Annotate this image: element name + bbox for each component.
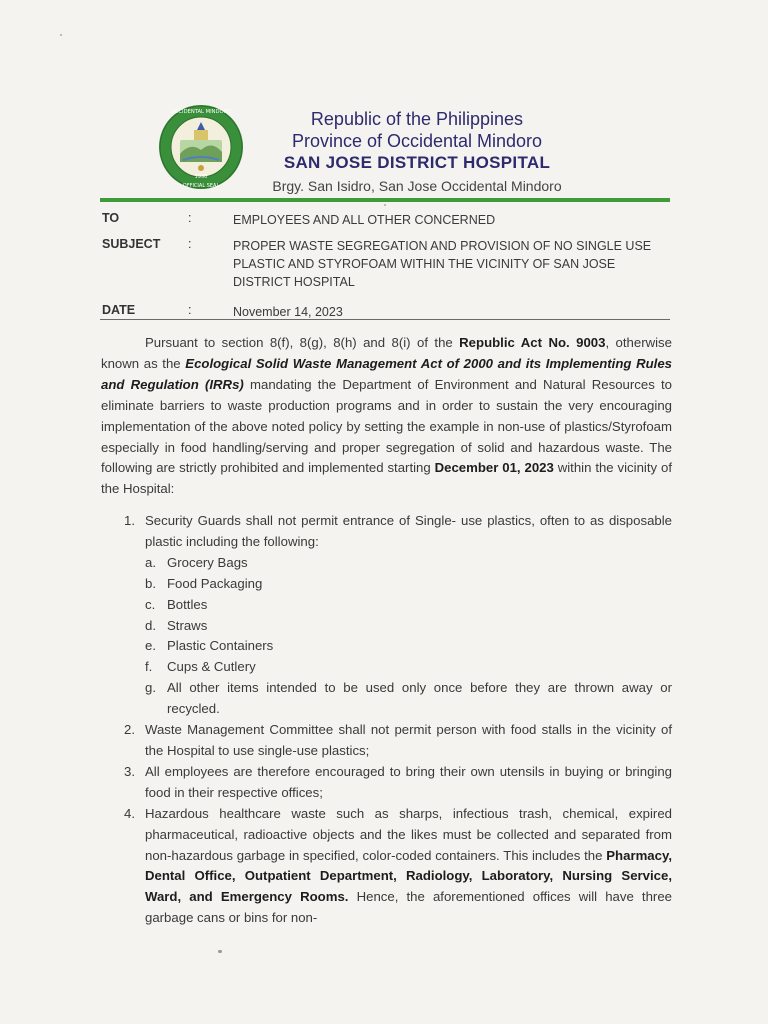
sub-list-item [145, 678, 672, 720]
body-emphasis: December 01, 2023 [434, 460, 554, 476]
official-seal-logo [158, 104, 244, 190]
sub-list-letter: e. [145, 638, 156, 654]
letterhead-hospital-name: SAN JOSE DISTRICT HOSPITAL [283, 153, 551, 172]
sub-list-item [145, 595, 672, 616]
sub-list-text: Grocery Bags [167, 554, 248, 570]
sub-list-item [145, 657, 672, 678]
sub-list-text: Straws [167, 617, 208, 633]
list-item [124, 511, 672, 720]
svg-text:OCCIDENTAL MINDORO: OCCIDENTAL MINDORO [170, 109, 232, 115]
list-item-text: Hazardous healthcare waste such as sharps, infectious trash, chemical, expired pharmaceutical, radioactive objects and the likes must be collected and separated from non-hazardous garbage in specified, color-coded containers. This includes the [145, 805, 672, 863]
sub-list-text: Food Packaging [167, 575, 263, 591]
body-text: Pursuant to section 8(f), 8(g), 8(h) and 8(i) of the [145, 335, 460, 350]
list-item-text: All employees are therefore encouraged to bring their own utensils in buying or bringing food in their respective offices; [145, 763, 672, 800]
sub-list-letter: b. [145, 575, 156, 591]
letterhead-province: Province of Occidental Mindoro [291, 131, 543, 151]
body-emphasis: Ecological Solid Waste Management Act of 2000 and its Implementing Rules and Regulation (IRRs) [101, 355, 672, 392]
sub-list-item [145, 636, 672, 657]
list-item [124, 762, 672, 804]
sub-list-text: Plastic Containers [167, 638, 274, 654]
body-text: , otherwise known as the [101, 335, 672, 371]
list-item [124, 804, 672, 929]
memo-to-value: EMPLOYEES AND ALL OTHER CONCERNED [233, 213, 496, 227]
memo-subject-value: PROPER WASTE SEGREGATION AND PROVISION OF NO SINGLE USE PLASTIC AND STYROFOAM WITHIN THE VICINITY OF SAN JOSE DISTRICT HOSPITAL [233, 239, 652, 289]
letterhead-divider [100, 198, 670, 202]
memo-colon: : [188, 211, 192, 225]
list-item-number: 2. [124, 722, 135, 738]
memo-header-divider [100, 319, 670, 320]
sub-list [145, 553, 672, 720]
sub-list-letter: d. [145, 617, 156, 633]
sub-list-letter: f. [145, 659, 153, 675]
sub-list-text: All other items intended to be used only once before they are thrown away or recycled. [167, 680, 672, 717]
list-item-number: 3. [124, 763, 135, 779]
body-paragraph [101, 333, 672, 500]
letterhead-address: Brgy. San Isidro, San Jose Occidental Mindoro [272, 178, 562, 194]
scan-speck [60, 34, 62, 36]
memo-subject-label: SUBJECT [102, 237, 161, 251]
memo-date-value: November 14, 2023 [233, 305, 343, 319]
memo-date-label: DATE [102, 303, 136, 317]
memo-colon: : [188, 237, 192, 251]
sub-list-item [145, 616, 672, 637]
body-text: within the vicinity of the Hospital: [101, 460, 672, 497]
sub-list-letter: c. [145, 596, 156, 612]
body-text: mandating the Department of Environment and Natural Resources to eliminate barriers to waste production programs and in order to sustain the very encouraging implementation of the above noted policy by setting the example in non-use of plastics/Styrofoam especially in food handling/serving and proper segregation of solid and hazardous waste. The following are strictly prohibited and implemented starting [101, 376, 672, 476]
prohibition-list [124, 511, 672, 929]
list-item-text: Security Guards shall not permit entrance of Single- use plastics, often to as disposable plastic including the following: [145, 513, 672, 549]
svg-text:OFFICIAL SEAL: OFFICIAL SEAL [182, 183, 220, 189]
memo-to-label: TO [102, 211, 120, 225]
letterhead [252, 108, 582, 196]
body-emphasis: Republic Act No. 9003 [459, 335, 606, 350]
sub-list-text: Cups & Cutlery [167, 659, 256, 675]
sub-list-letter: a. [145, 554, 156, 570]
list-item-emphasis: Pharmacy, Dental Office, Outpatient Department, Radiology, Laboratory, Nursing Service, Ward, and Emergency Rooms. [145, 847, 672, 905]
scan-speck [218, 950, 222, 953]
sub-list-item [145, 574, 672, 595]
list-item-text: Hence, the aforementioned offices will have three garbage cans or bins for non- [145, 889, 672, 926]
svg-text:1950: 1950 [194, 174, 208, 180]
sub-list-letter: g. [145, 680, 156, 696]
letterhead-country: Republic of the Philippines [310, 109, 524, 129]
list-item [124, 720, 672, 762]
list-item-number: 1. [124, 513, 135, 528]
memo-colon: : [188, 303, 192, 317]
scan-speck [384, 204, 386, 206]
list-item-number: 4. [124, 805, 135, 821]
sub-list-text: Bottles [167, 596, 208, 612]
list-item-text: Waste Management Committee shall not permit person with food stalls in the vicinity of the Hospital to use single-use plastics; [145, 722, 672, 758]
sub-list-item [145, 553, 672, 574]
